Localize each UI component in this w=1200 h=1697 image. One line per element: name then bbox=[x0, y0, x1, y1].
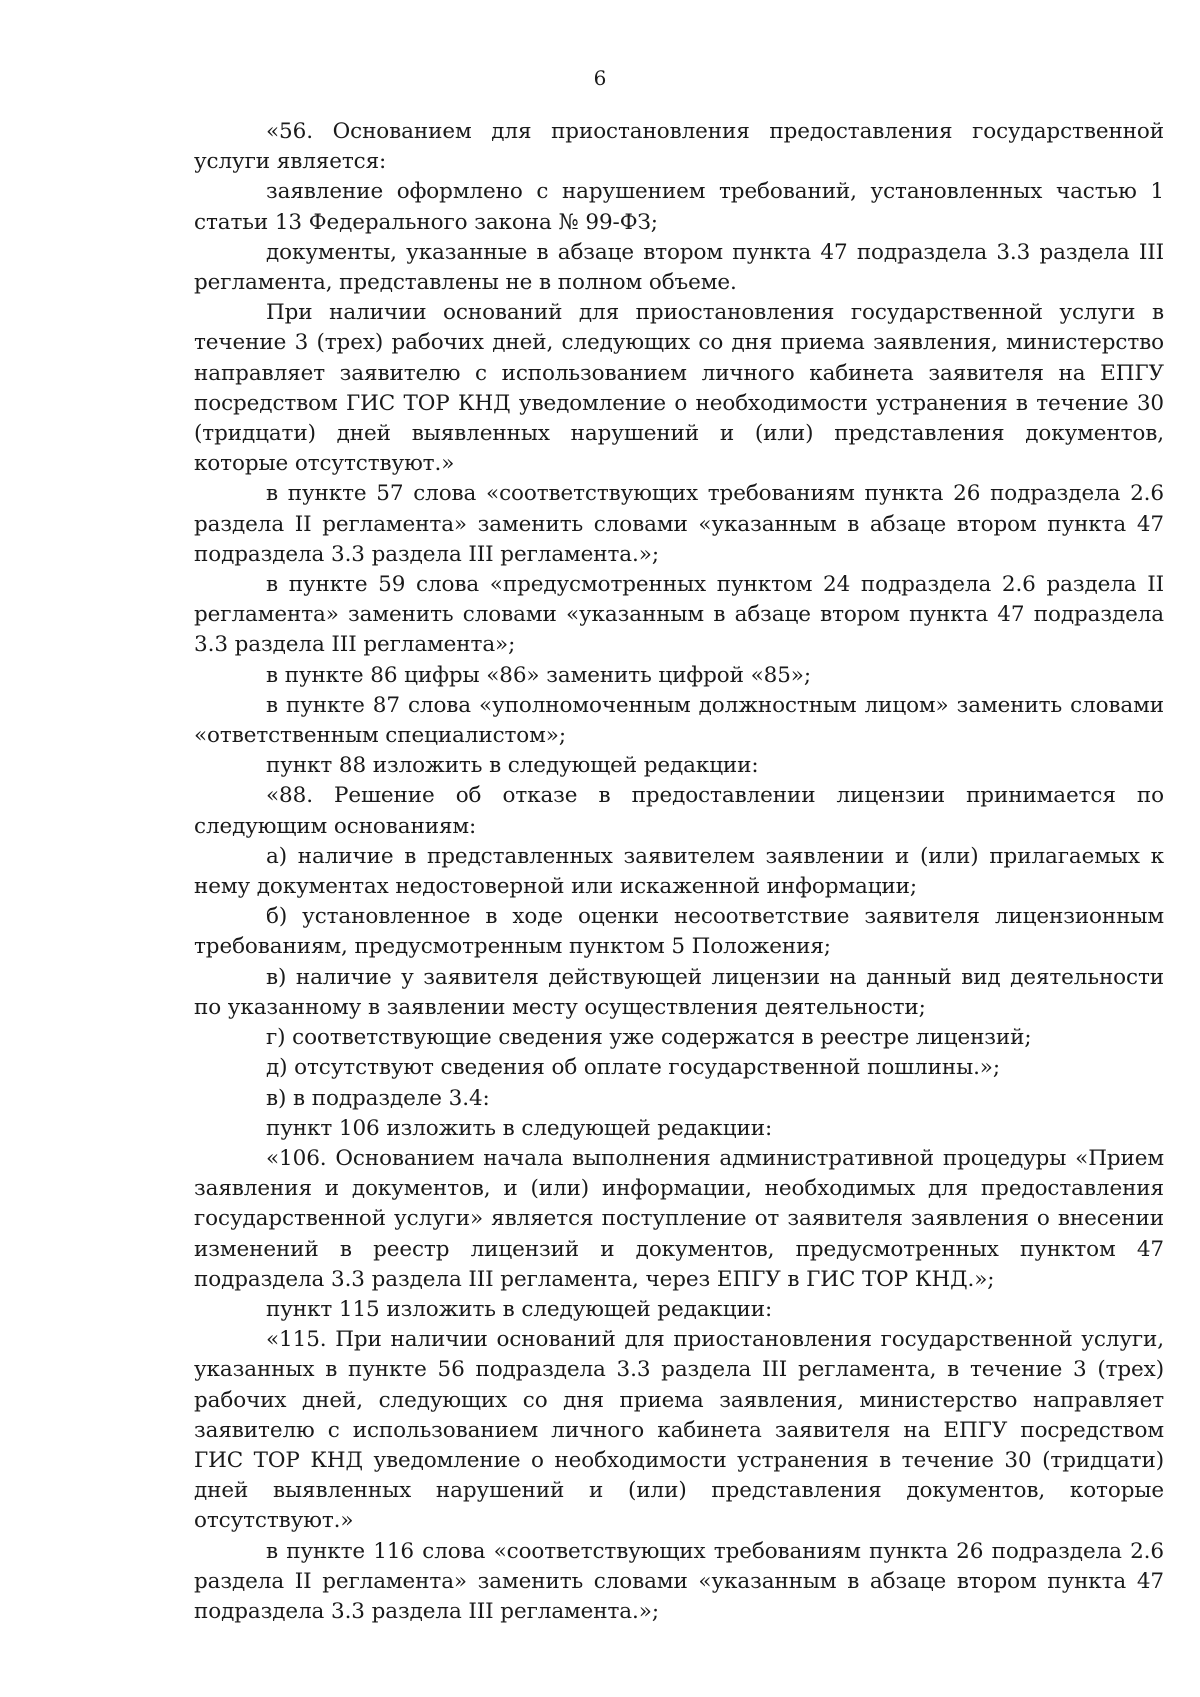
document-body bbox=[194, 117, 1164, 1627]
paragraph: д) отсутствуют сведения об оплате государственной пошлины.»; bbox=[266, 1055, 1001, 1081]
paragraph: «106. Основанием начала выполнения административной процедуры «Прием заявления и документов, и (или) информации, необходимых для предоставления государственной услуги» является поступление от заявителя заявления о внесении изменений в реестр лицензий и документов, предусмотренных пунктом 47 подраздела 3.3 раздела III регламента, через ЕПГУ в ГИС ТОР КНД.»; bbox=[194, 1145, 1164, 1292]
paragraph: г) соответствующие сведения уже содержатся в реестре лицензий; bbox=[266, 1025, 1032, 1051]
paragraph: б) установленное в ходе оценки несоответствие заявителя лицензионным требованиям, предусмотренным пунктом 5 Положения; bbox=[194, 904, 1164, 960]
paragraph: При наличии оснований для приостановления государственной услуги в течение 3 (трех) рабочих дней, следующих со дня приема заявления, министерство направляет заявителю с использованием личного кабинета заявителя на ЕПГУ посредством ГИС ТОР КНД уведомление о необходимости устранения в течение 30 (тридцати) дней выявленных нарушений и (или) представления документов, которые отсутствуют.» bbox=[194, 300, 1164, 477]
paragraph: в пункте 87 слова «уполномоченным должностным лицом» заменить словами «ответственным специалистом»; bbox=[194, 692, 1164, 749]
paragraph: в пункте 116 слова «соответствующих требованиям пункта 26 подраздела 2.6 раздела II регламента» заменить словами «указанным в абзаце втором пункта 47 подраздела 3.3 раздела III регламента.»; bbox=[194, 1538, 1164, 1624]
paragraph: в) наличие у заявителя действующей лицензии на данный вид деятельности по указанному в заявлении месту осуществления деятельности; bbox=[194, 964, 1164, 1020]
paragraph: заявление оформлено с нарушением требований, установленных частью 1 статьи 13 Федерального закона № 99-ФЗ; bbox=[194, 179, 1164, 235]
paragraph: пункт 88 изложить в следующей редакции: bbox=[266, 753, 759, 779]
paragraph: в пункте 57 слова «соответствующих требованиям пункта 26 подраздела 2.6 раздела II регламента» заменить словами «указанным в абзаце втором пункта 47 подраздела 3.3 раздела III регламента.»; bbox=[194, 481, 1164, 567]
paragraph: а) наличие в представленных заявителем заявлении и (или) прилагаемых к нему документах недостоверной или искаженной информации; bbox=[194, 843, 1164, 900]
paragraph: в) в подразделе 3.4: bbox=[266, 1085, 490, 1111]
paragraph: документы, указанные в абзаце втором пункта 47 подраздела 3.3 раздела III регламента, представлены не в полном объеме. bbox=[194, 239, 1164, 296]
paragraph: «88. Решение об отказе в предоставлении лицензии принимается по следующим основаниям: bbox=[194, 783, 1164, 839]
paragraph: «115. При наличии оснований для приостановления государственной услуги, указанных в пункте 56 подраздела 3.3 раздела III регламента, в течение 3 (трех) рабочих дней, следующих со дня приема заявления, министерство направляет заявителю с использованием личного кабинета заявителя на ЕПГУ посредством ГИС ТОР КНД уведомление о необходимости устранения в течение 30 (тридцати) дней выявленных нарушений и (или) представления документов, которые отсутствуют.» bbox=[194, 1327, 1164, 1534]
paragraph: пункт 106 изложить в следующей редакции: bbox=[266, 1115, 773, 1141]
paragraph: в пункте 59 слова «предусмотренных пунктом 24 подраздела 2.6 раздела II регламента» заменить словами «указанным в абзаце втором пункта 47 подраздела 3.3 раздела III регламента»; bbox=[194, 572, 1164, 658]
paragraph: «56. Основанием для приостановления предоставления государственной услуги является: bbox=[194, 119, 1164, 175]
page-number: 6 bbox=[593, 66, 607, 90]
paragraph: пункт 115 изложить в следующей редакции: bbox=[266, 1296, 773, 1322]
paragraph: в пункте 86 цифры «86» заменить цифрой «85»; bbox=[266, 662, 811, 688]
